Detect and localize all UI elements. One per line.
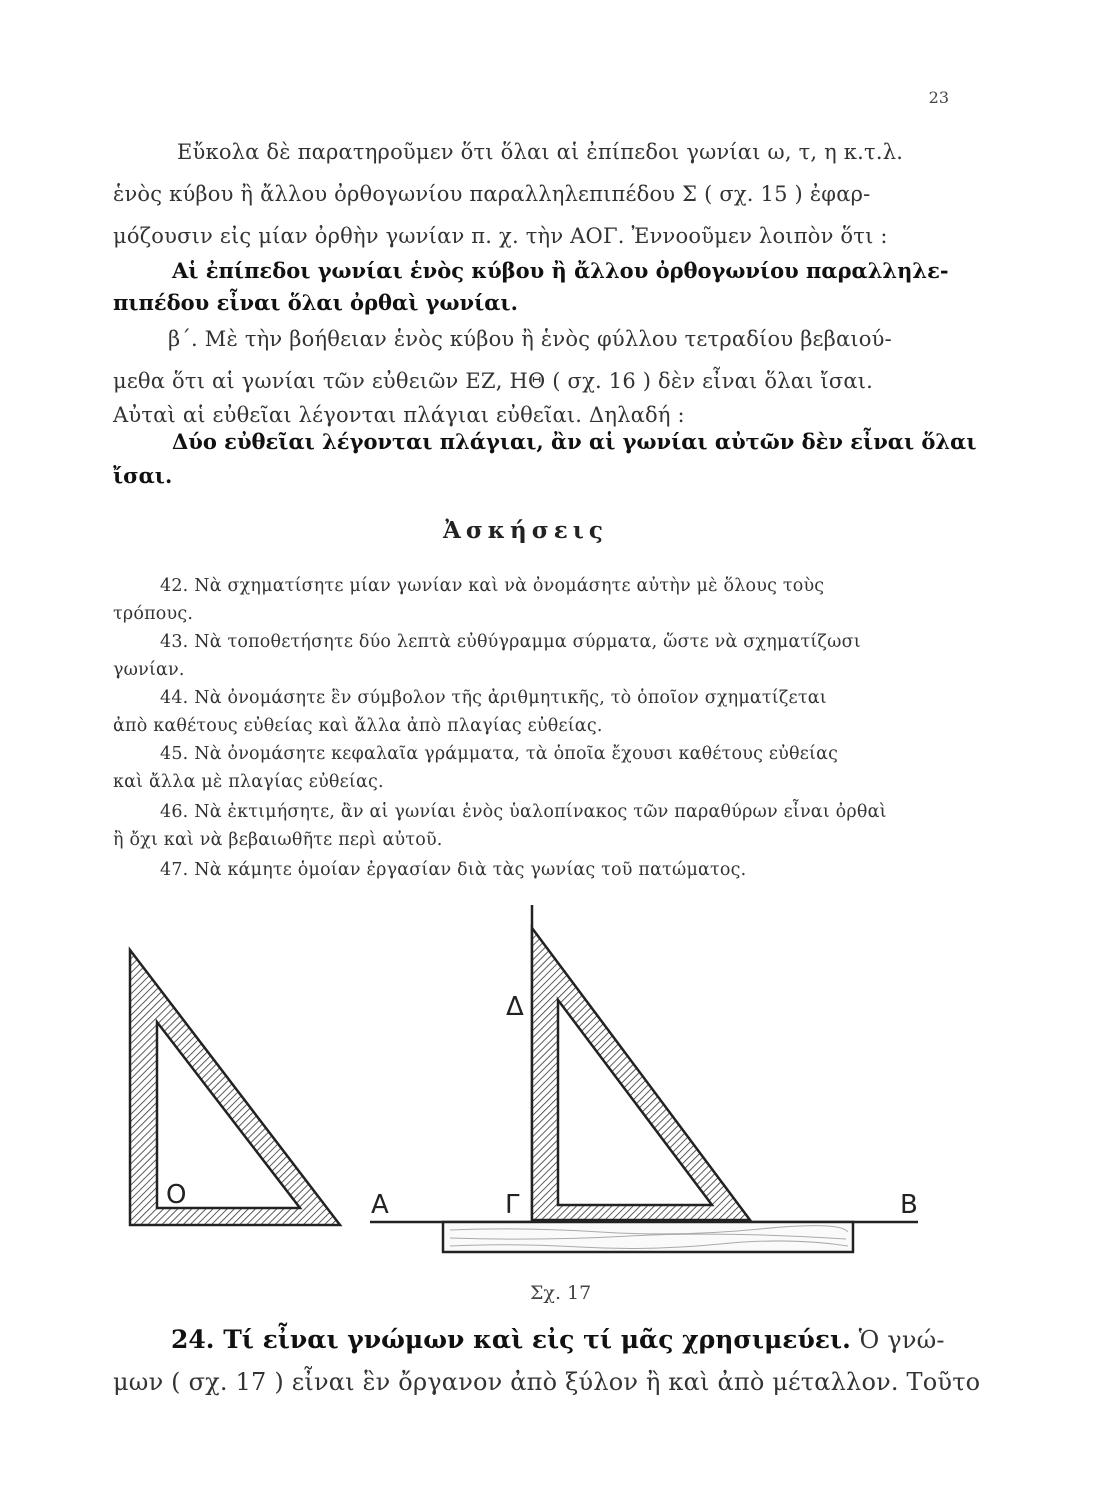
paragraph-line: Εὔκολα δὲ παρατηροῦμεν ὅτι ὅλαι αἱ ἐπίπεδοι γωνίαι ω, τ, η κ.τ.λ. — [177, 140, 904, 164]
figure-caption: Σχ. 17 — [530, 1282, 592, 1304]
section-line-1 — [0, 1325, 1107, 1354]
exercise-line: γωνίαν. — [113, 660, 185, 680]
exercise-line: 47. Νὰ κάμητε ὁμοίαν ἐργασίαν διὰ τὰς γωνίας τοῦ πατώματος. — [160, 860, 747, 880]
label-Gamma: Γ — [505, 1190, 520, 1220]
label-B: B — [900, 1190, 918, 1220]
exercise-line: 44. Νὰ ὀνομάσητε ἓν σύμβολον τῆς ἀριθμητικῆς, τὸ ὁποῖον σχηματίζεται — [160, 688, 827, 708]
paragraph-line: Αὐταὶ αἱ εὐθεῖαι λέγονται πλάγιαι εὐθεῖαι. Δηλαδή : — [113, 403, 685, 427]
paragraph-line: ἑνὸς κύβου ἢ ἄλλου ὀρθογωνίου παραλληλεπιπέδου Σ ( σχ. 15 ) ἐφαρ- — [113, 182, 871, 206]
exercise-line: ἀπὸ καθέτους εὐθείας καὶ ἄλλα ἀπὸ πλαγίας εὐθείας. — [113, 716, 603, 736]
exercise-line: ἢ ὄχι καὶ νὰ βεβαιωθῆτε περὶ αὐτοῦ. — [113, 830, 443, 850]
figure-17-set-squares — [0, 880, 1107, 1300]
rule-line: πιπέδου εἶναι ὅλαι ὀρθαὶ γωνίαι. — [113, 290, 518, 315]
exercise-line: 45. Νὰ ὀνομάσητε κεφαλαῖα γράμματα, τὰ ὁποῖα ἔχουσι καθέτους εὐθείας — [160, 744, 839, 764]
exercises-heading: Ἀσκήσεις — [443, 517, 608, 544]
paragraph-line: μεθα ὅτι αἱ γωνίαι τῶν εὐθειῶν ΕΖ, ΗΘ ( σχ. 16 ) δὲν εἶναι ὅλαι ἴσαι. — [113, 369, 874, 393]
label-O: O — [166, 1180, 187, 1210]
exercise-line: τρόπους. — [113, 604, 194, 624]
left-set-square — [130, 950, 340, 1225]
page-number: 23 — [928, 88, 949, 107]
section-title: 24. Τί εἶναι γνώμων καὶ εἰς τί μᾶς χρησιμεύει. — [171, 1325, 851, 1354]
section-text: Ὁ γνώ- — [850, 1326, 945, 1354]
paragraph-line: μόζουσιν εἰς μίαν ὀρθὴν γωνίαν π. χ. τὴν ΑΟΓ. Ἐννοοῦμεν λοιπὸν ὅτι : — [113, 224, 888, 248]
rule-line: ἴσαι. — [113, 463, 173, 488]
paragraph-line: β΄. Μὲ τὴν βοήθειαν ἑνὸς κύβου ἢ ἑνὸς φύλλου τετραδίου βεβαιού- — [168, 327, 892, 351]
label-Delta: Δ — [506, 992, 524, 1022]
right-set-square — [532, 928, 750, 1220]
exercise-line: καὶ ἄλλα μὲ πλαγίας εὐθείας. — [113, 772, 384, 792]
exercise-line: 46. Νὰ ἐκτιμήσητε, ἂν αἱ γωνίαι ἑνὸς ὑαλοπίνακος τῶν παραθύρων εἶναι ὀρθαὶ — [160, 802, 887, 822]
rule-line: Δύο εὐθεῖαι λέγονται πλάγιαι, ἂν αἱ γωνίαι αὐτῶν δὲν εἶναι ὅλαι — [172, 429, 977, 454]
exercise-line: 43. Νὰ τοποθετήσητε δύο λεπτὰ εὐθύγραμμα σύρματα, ὥστε νὰ σχηματίζωσι — [160, 632, 861, 652]
section-line-2: μων ( σχ. 17 ) εἶναι ἓν ὄργανον ἀπὸ ξύλον ἢ καὶ ἀπὸ μέταλλον. Τοῦτο — [113, 1368, 981, 1396]
rule-line: Αἱ ἐπίπεδοι γωνίαι ἑνὸς κύβου ἢ ἄλλου ὀρθογωνίου παραλληλε- — [172, 258, 949, 283]
exercise-line: 42. Νὰ σχηματίσητε μίαν γωνίαν καὶ νὰ ὀνομάσητε αὐτὴν μὲ ὅλους τοὺς — [160, 576, 825, 596]
label-A: A — [371, 1190, 389, 1220]
